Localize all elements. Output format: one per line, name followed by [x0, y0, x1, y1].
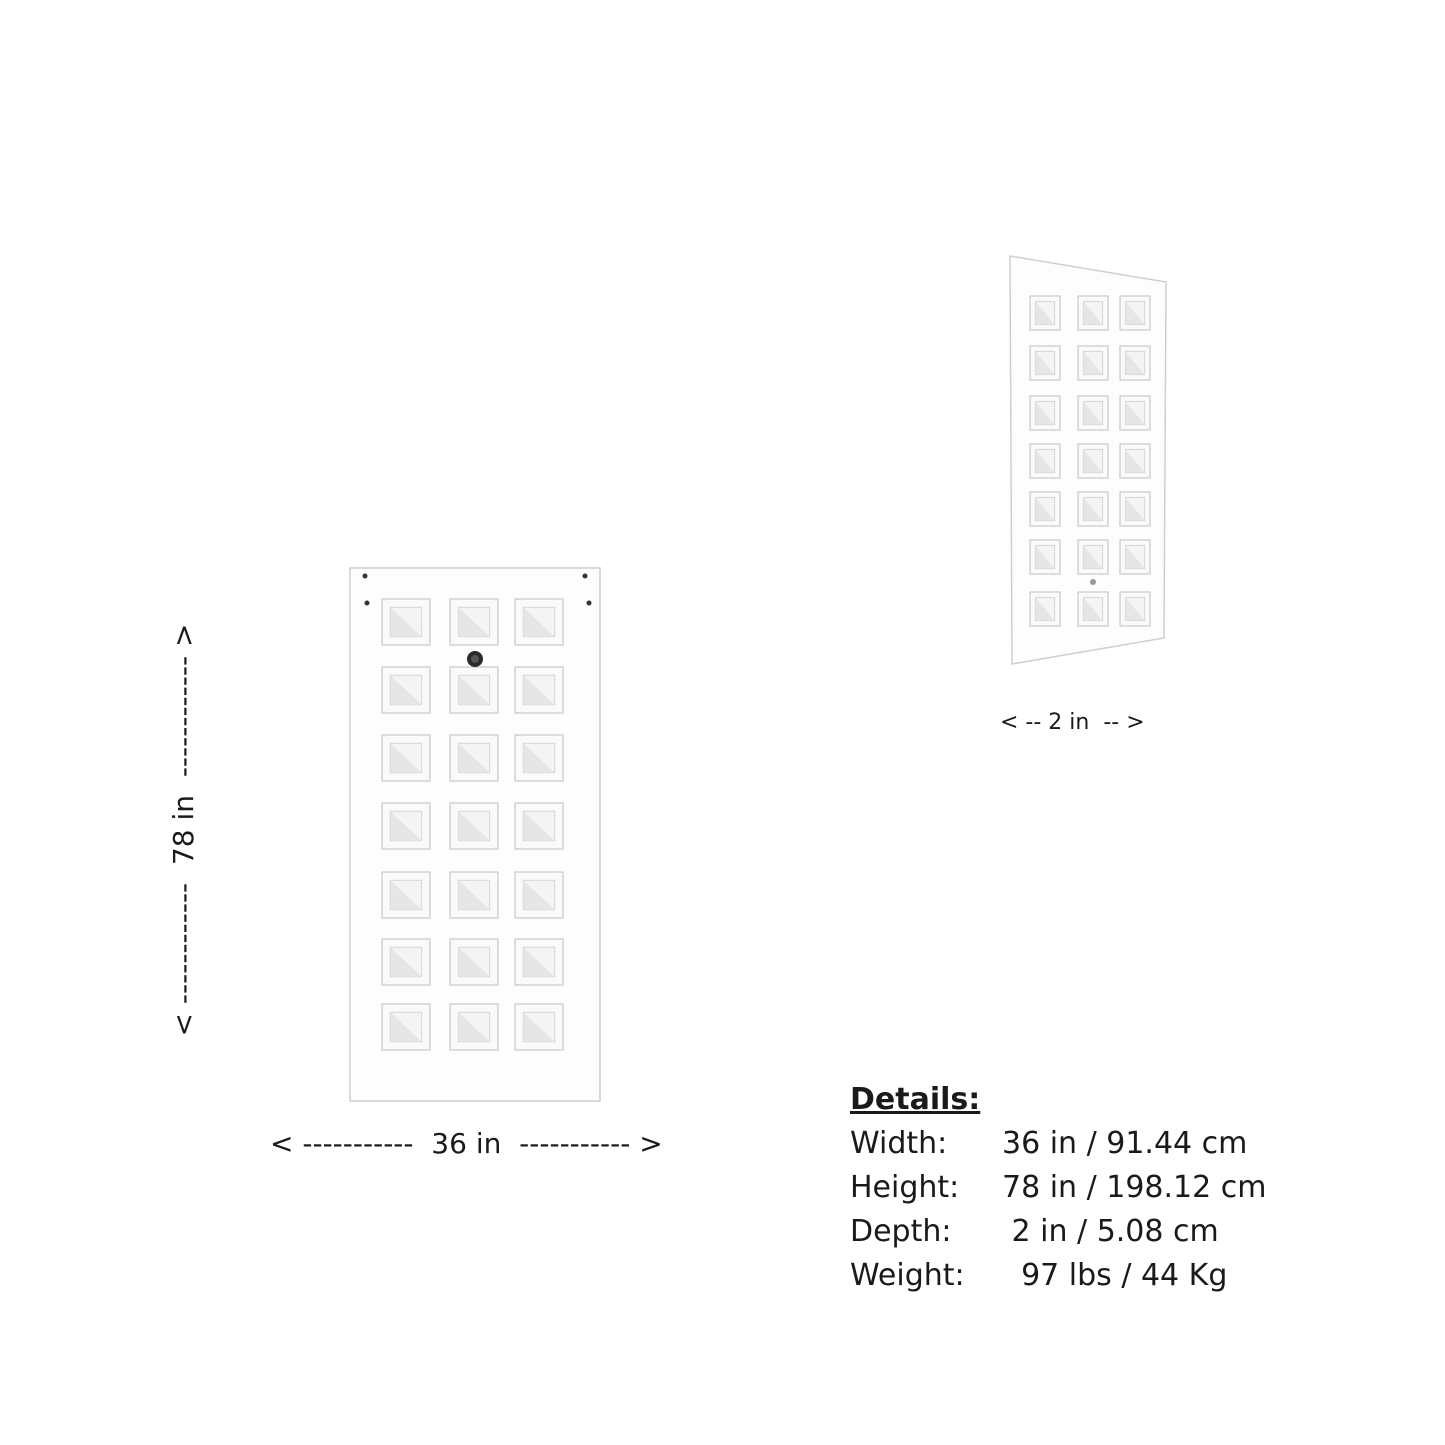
details-row-width — [850, 1122, 1266, 1166]
details-value: 2 in / 5.08 cm — [1002, 1214, 1219, 1249]
details-value: 78 in / 198.12 cm — [1002, 1170, 1267, 1205]
details-title: Details: — [850, 1082, 981, 1117]
door-front-panels — [382, 599, 563, 1050]
details-row-height — [850, 1166, 1266, 1210]
hinge-hole — [365, 601, 370, 606]
hinge-hole — [587, 601, 592, 606]
details-key: Depth: — [850, 1214, 952, 1249]
details-key: Weight: — [850, 1258, 965, 1293]
height-dimension-label: < ------------ 78 in ------------ > — [167, 623, 200, 1037]
details-value: 97 lbs / 44 Kg — [1002, 1258, 1228, 1293]
peephole-icon — [1090, 579, 1096, 585]
door-front-image — [349, 567, 601, 1102]
depth-dimension-label: < -- 2 in -- > — [1000, 710, 1145, 735]
details-row-depth — [850, 1210, 1266, 1254]
details-row-weight — [850, 1254, 1266, 1298]
width-dimension-label: < ----------- 36 in ----------- > — [270, 1127, 663, 1160]
details-key: Height: — [850, 1170, 960, 1205]
hinge-hole — [583, 574, 588, 579]
details-key: Width: — [850, 1126, 948, 1161]
hinge-hole — [363, 574, 368, 579]
door-side-image — [1006, 254, 1168, 666]
details-block — [850, 1078, 1266, 1298]
details-value: 36 in / 91.44 cm — [1002, 1126, 1248, 1161]
